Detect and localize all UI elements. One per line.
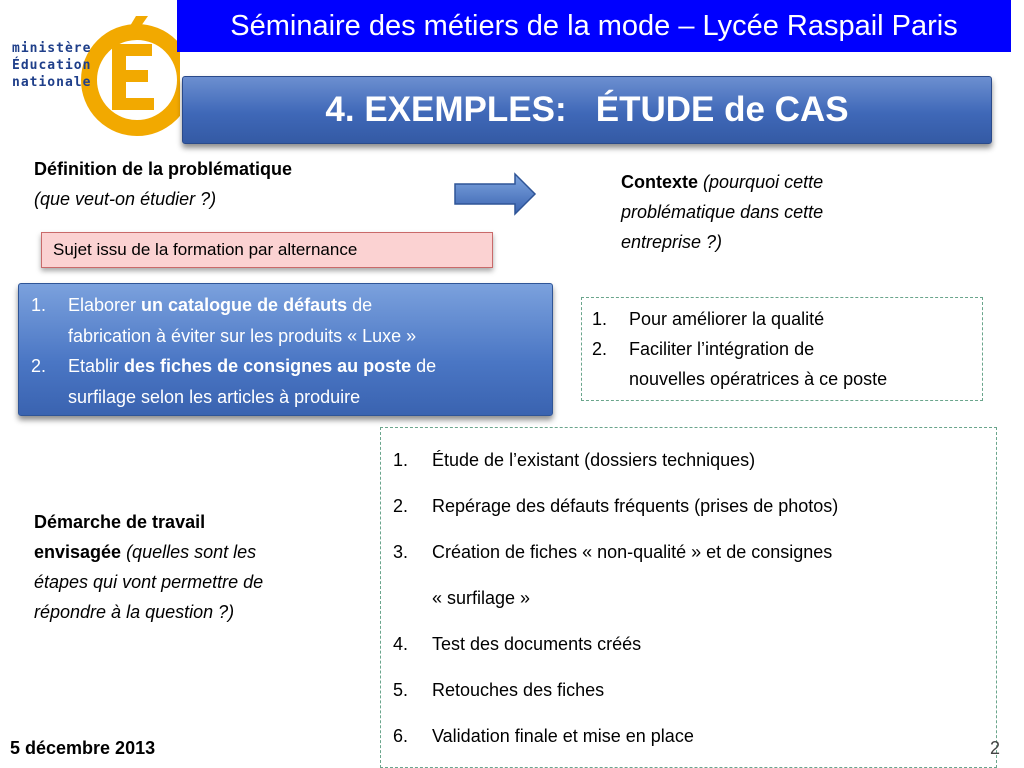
approach-label-1: Démarche de travail <box>34 512 206 532</box>
list-text: Retouches des fiches <box>432 680 605 700</box>
list-number: 1. <box>31 295 47 315</box>
list-text: Étude de l’existant (dossiers techniques) <box>432 450 756 470</box>
list-number: 5. <box>393 680 409 700</box>
list-bold-text: un catalogue de défauts <box>141 295 348 315</box>
list-text: de <box>347 295 373 315</box>
approach-subtitle-3: répondre à la question ?) <box>34 602 235 622</box>
list-text-line2: surfilage selon les articles à produire <box>68 386 361 407</box>
list-number: 1. <box>592 309 608 329</box>
right-arrow-icon <box>453 172 537 216</box>
list-item <box>393 437 988 483</box>
list-item <box>31 351 542 412</box>
footer-date: 5 décembre 2013 <box>10 738 156 758</box>
definition-block <box>34 154 292 214</box>
list-number: 6. <box>393 726 409 746</box>
header-bar: Séminaire des métiers de la mode – Lycée Raspail Paris <box>177 0 1011 52</box>
logo-line-3: nationale <box>12 75 92 90</box>
list-text: Validation finale et mise en place <box>432 726 694 746</box>
list-text-line2: fabrication à éviter sur les produits « Luxe » <box>68 325 417 346</box>
list-text: Création de fiches « non-qualité » et de consignes <box>432 542 833 562</box>
list-text-line2: nouvelles opératrices à ce poste <box>629 369 888 389</box>
list-item <box>592 304 974 334</box>
list-text: de <box>411 356 437 376</box>
list-item <box>393 621 988 667</box>
list-bold-text: des fiches de consignes au poste <box>124 356 412 376</box>
steps-list-box <box>380 427 997 768</box>
list-text: Repérage des défauts fréquents (prises de photos) <box>432 496 839 516</box>
context-subtitle-3: entreprise ?) <box>621 232 723 252</box>
list-text: Faciliter l’intégration de <box>629 339 815 359</box>
sujet-box: Sujet issu de la formation par alternance <box>41 232 493 268</box>
context-label: Contexte <box>621 172 699 192</box>
list-number: 4. <box>393 634 409 654</box>
slide-title: 4. EXEMPLES: ÉTUDE de CAS <box>182 76 992 144</box>
definition-label: Définition de la problématique <box>34 159 293 179</box>
list-item <box>31 290 542 351</box>
context-subtitle-2: problématique dans cette <box>621 202 824 222</box>
problem-list-box <box>18 283 553 416</box>
steps-list <box>393 437 988 759</box>
list-text-line2: « surfilage » <box>432 588 531 608</box>
approach-block <box>34 507 263 627</box>
list-number: 2. <box>393 496 409 516</box>
list-text: Elaborer <box>68 295 142 315</box>
approach-label-2: envisagée <box>34 542 122 562</box>
context-list <box>592 304 974 394</box>
list-number: 1. <box>393 450 409 470</box>
context-list-box <box>581 297 983 401</box>
list-text: Pour améliorer la qualité <box>629 309 825 329</box>
list-item <box>393 667 988 713</box>
context-block <box>621 167 823 257</box>
list-number: 2. <box>31 356 47 376</box>
page-number: 2 <box>990 738 1001 758</box>
approach-subtitle-1: (quelles sont les <box>121 542 257 562</box>
list-item <box>393 483 988 529</box>
problem-list <box>31 290 542 412</box>
logo-text <box>12 40 91 91</box>
list-number: 3. <box>393 542 409 562</box>
list-number: 2. <box>592 339 608 359</box>
list-item <box>393 713 988 759</box>
list-text: Etablir <box>68 356 125 376</box>
definition-subtitle: (que veut-on étudier ?) <box>34 189 217 209</box>
logo-line-1: ministère <box>12 41 92 56</box>
list-item <box>592 334 974 394</box>
list-text: Test des documents créés <box>432 634 642 654</box>
context-subtitle-1: (pourquoi cette <box>703 172 824 192</box>
logo-line-2: Éducation <box>12 58 92 73</box>
ministere-education-logo <box>0 0 180 140</box>
list-item <box>393 529 988 621</box>
approach-subtitle-2: étapes qui vont permettre de <box>34 572 264 592</box>
